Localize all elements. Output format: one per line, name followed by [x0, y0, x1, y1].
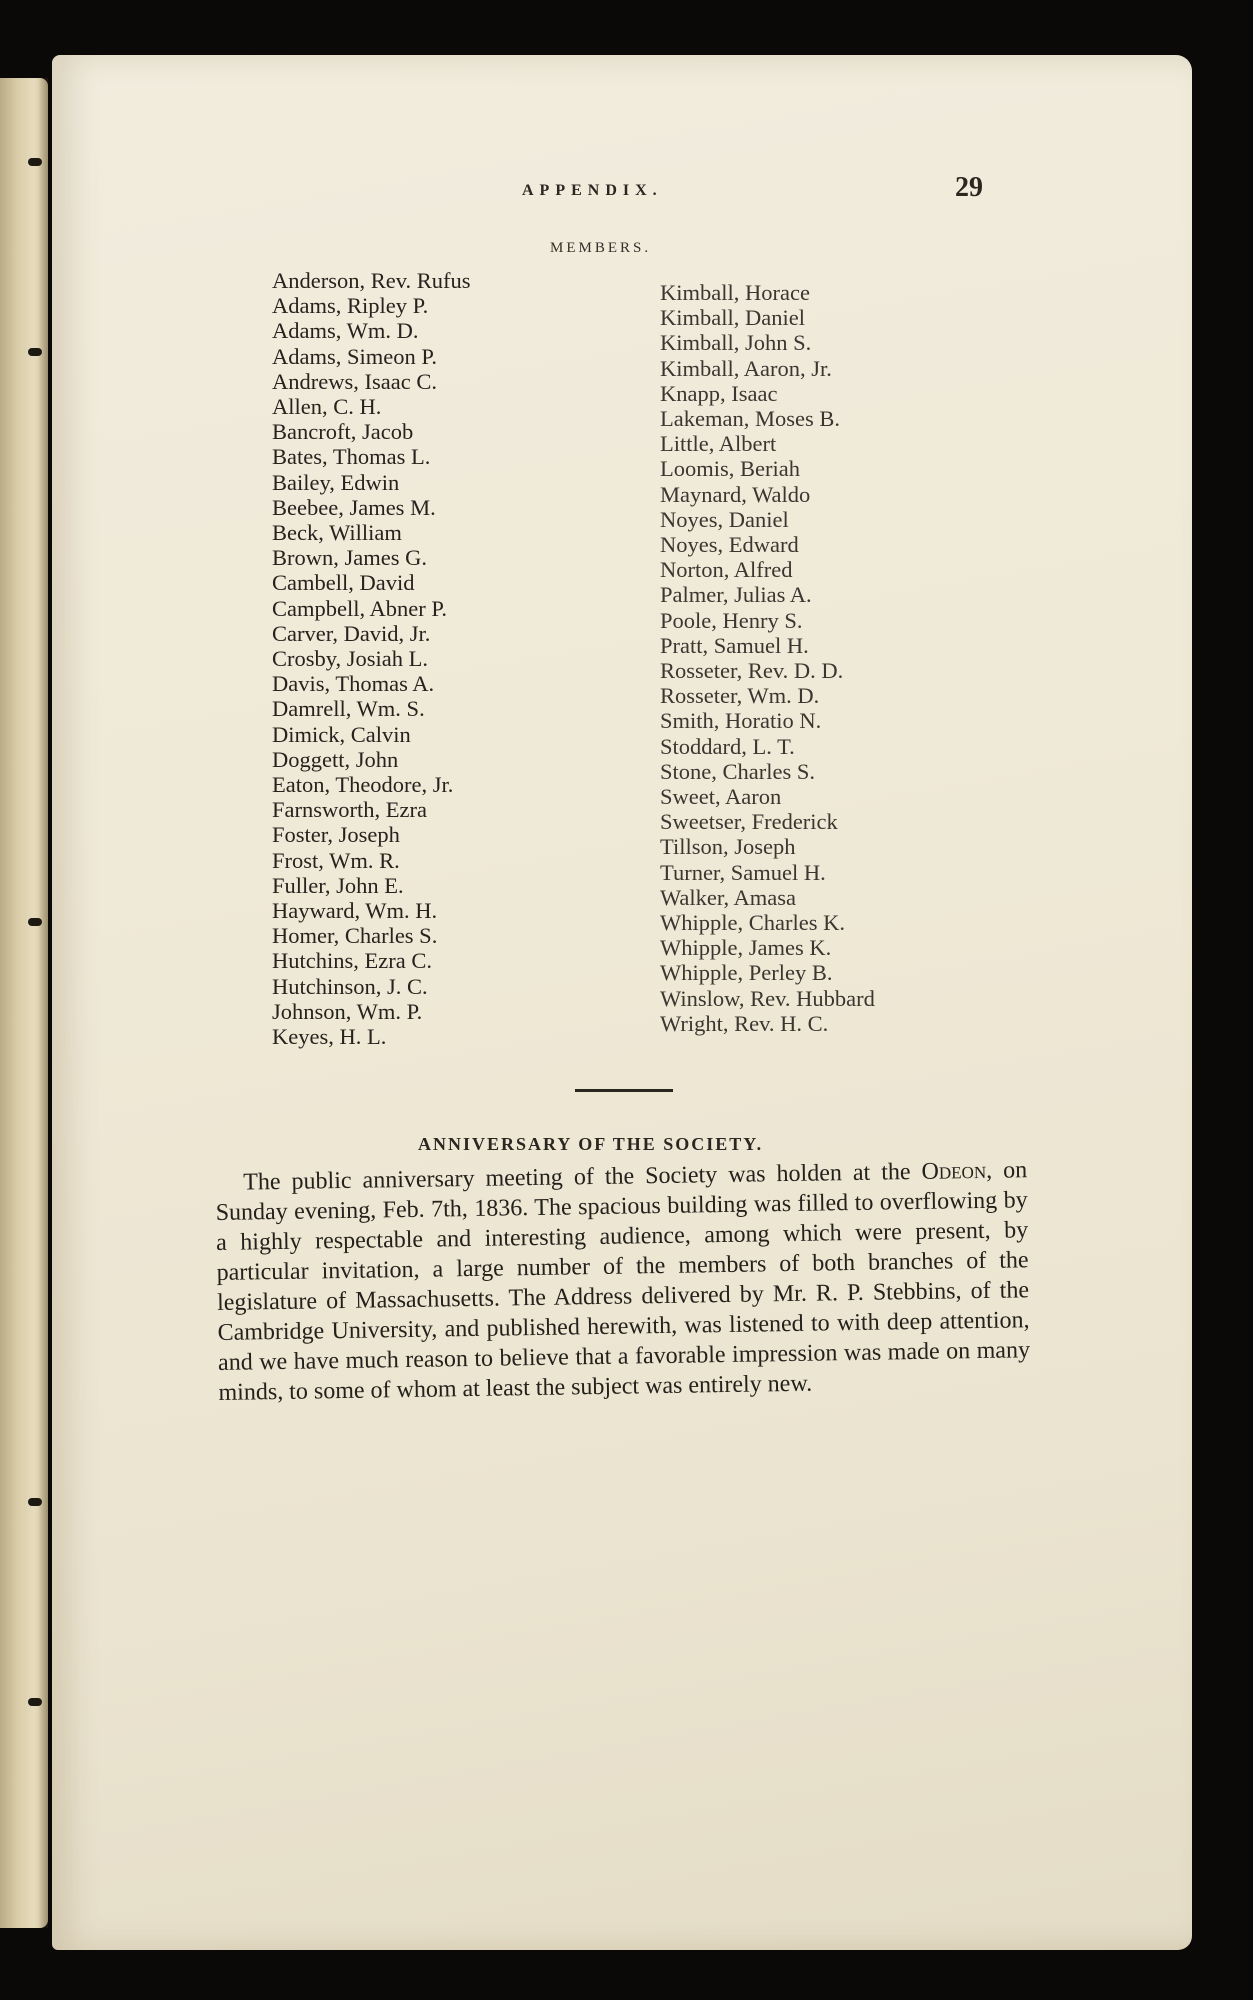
member-name: Andrews, Isaac C. — [272, 368, 437, 394]
page-number: 29 — [955, 172, 983, 203]
member-name: Sweetser, Frederick — [660, 809, 838, 835]
binding-thread-mark — [28, 158, 42, 166]
member-name: Homer, Charles S. — [272, 923, 438, 949]
member-name: Stoddard, L. T. — [660, 733, 795, 759]
member-name: Brown, James G. — [272, 545, 427, 571]
member-name: Whipple, Charles K. — [660, 910, 845, 936]
member-name: Whipple, James K. — [660, 935, 832, 961]
section-divider — [575, 1089, 673, 1092]
member-name: Johnson, Wm. P. — [272, 998, 423, 1024]
member-name: Kimball, Daniel — [660, 305, 805, 331]
member-name: Loomis, Beriah — [660, 456, 800, 482]
member-name: Doggett, John — [272, 746, 399, 772]
member-name: Rosseter, Wm. D. — [660, 683, 820, 709]
running-title: APPENDIX. — [522, 182, 663, 199]
binding-thread-mark — [28, 1498, 42, 1506]
member-name: Kimball, Horace — [660, 280, 810, 305]
member-name: Damrell, Wm. S. — [272, 696, 425, 722]
member-name: Bates, Thomas L. — [272, 444, 431, 470]
member-name: Farnsworth, Ezra — [272, 797, 427, 823]
members-heading: MEMBERS. — [550, 240, 652, 256]
member-name: Hutchinson, J. C. — [272, 973, 428, 999]
member-name: Noyes, Daniel — [660, 506, 789, 532]
member-name: Kimball, John S. — [660, 330, 812, 356]
members-list-left — [272, 268, 471, 1049]
binding-thread-mark — [28, 348, 42, 356]
facing-page-edge — [0, 78, 48, 1928]
member-name: Keyes, H. L. — [272, 1024, 387, 1050]
member-name: Adams, Simeon P. — [272, 343, 438, 369]
member-name: Little, Albert — [660, 431, 777, 457]
member-name: Allen, C. H. — [272, 394, 382, 420]
member-name: Adams, Ripley P. — [272, 293, 429, 319]
member-name: Whipple, Perley B. — [660, 960, 833, 986]
book-page — [52, 55, 1192, 1950]
member-name: Beck, William — [272, 520, 402, 546]
paragraph-text-start: The public anniversary meeting of the Society was holden at the — [243, 1158, 922, 1196]
anniversary-paragraph — [215, 1155, 1031, 1408]
member-name: Turner, Samuel H. — [660, 859, 826, 885]
venue-name: Odeon — [921, 1157, 987, 1185]
member-name: Hutchins, Ezra C. — [272, 948, 432, 974]
member-name: Winslow, Rev. Hubbard — [660, 985, 875, 1011]
member-name: Kimball, Aaron, Jr. — [660, 355, 832, 381]
member-name: Eaton, Theodore, Jr. — [272, 772, 454, 798]
member-name: Palmer, Julias A. — [660, 582, 812, 608]
member-name: Hayward, Wm. H. — [272, 898, 438, 924]
member-name: Stone, Charles S. — [660, 758, 815, 784]
member-name: Davis, Thomas A. — [272, 671, 435, 697]
member-name: Beebee, James M. — [272, 494, 436, 520]
member-name: Foster, Joseph — [272, 822, 400, 848]
member-name: Smith, Horatio N. — [660, 708, 822, 734]
member-name: Adams, Wm. D. — [272, 318, 419, 344]
member-name: Dimick, Calvin — [272, 721, 411, 747]
member-name: Carver, David, Jr. — [272, 620, 431, 646]
member-name: Sweet, Aaron — [660, 784, 782, 810]
member-name: Knapp, Isaac — [660, 380, 778, 406]
member-name: Campbell, Abner P. — [272, 595, 447, 621]
member-name: Wright, Rev. H. C. — [660, 1010, 829, 1036]
member-name: Rosseter, Rev. D. D. — [660, 658, 844, 684]
member-name: Norton, Alfred — [660, 557, 793, 583]
member-name: Maynard, Waldo — [660, 481, 811, 507]
member-name: Walker, Amasa — [660, 884, 796, 910]
member-name: Cambell, David — [272, 570, 415, 596]
member-name: Frost, Wm. R. — [272, 847, 400, 873]
member-name: Anderson, Rev. Rufus — [272, 268, 471, 293]
members-list-right — [660, 280, 875, 1036]
member-name: Noyes, Edward — [660, 532, 799, 558]
member-name: Poole, Henry S. — [660, 607, 803, 633]
member-name: Bancroft, Jacob — [272, 419, 414, 445]
member-name: Tillson, Joseph — [660, 834, 796, 860]
binding-thread-mark — [28, 1698, 42, 1706]
member-name: Crosby, Josiah L. — [272, 646, 429, 672]
member-name: Bailey, Edwin — [272, 469, 400, 495]
section-title: ANNIVERSARY OF THE SOCIETY. — [418, 1134, 764, 1154]
member-name: Lakeman, Moses B. — [660, 406, 840, 432]
member-name: Fuller, John E. — [272, 872, 404, 898]
paragraph-text-rest: , on Sunday evening, Feb. 7th, 1836. The spacious building was filled to overflowing by a highly respectable and interesting audience, among which were present, by particular invitation, a large number of the members of both branches of the legislature of Massachusetts. The Address delivered by Mr. R. P. Stebbins, of the Cambridge University, and published herewith, was listened to with deep attention, and we have much reason to believe that a favorable impression was made on many minds, to some of whom at least the subject was entirely new. — [215, 1157, 1031, 1406]
binding-thread-mark — [28, 918, 42, 926]
member-name: Pratt, Samuel H. — [660, 632, 809, 658]
